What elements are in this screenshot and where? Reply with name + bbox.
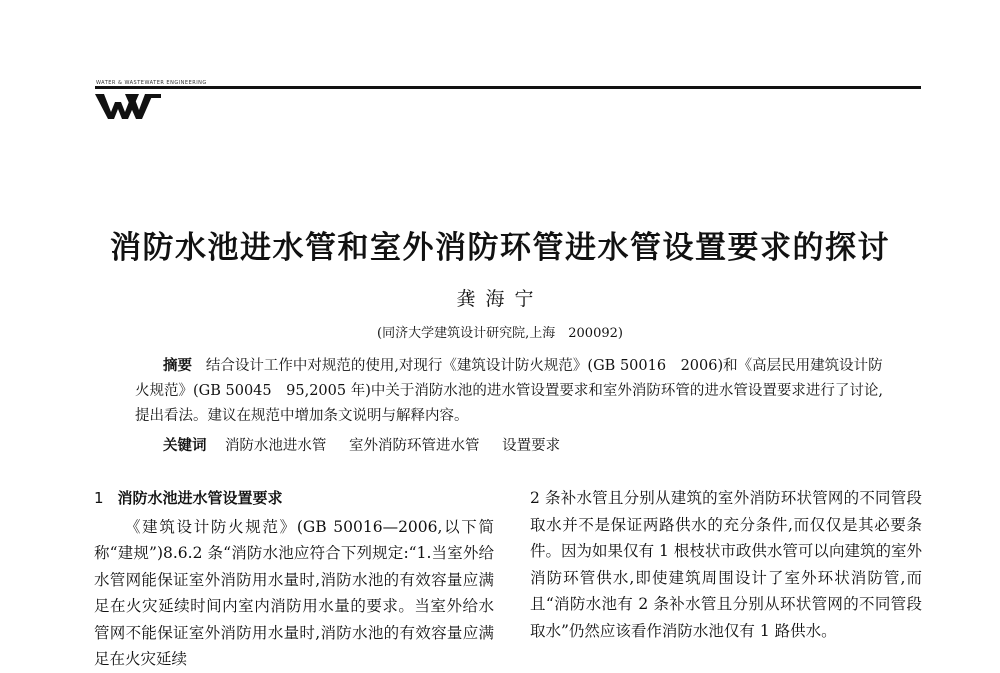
body-paragraph: 《建筑设计防火规范》(GB 50016—2006,以下简称“建规”)8.6.2 条“消防水池应符合下列规定:“1.当室外给水管网能保证室外消防用水量时,消防水池的有效容量应满足在火灾延续时间内室内消防用水量的要求。当室外给水管网不能保证室外消防用水量时,消防水池的有效容量应满足在火灾延续	[94, 517, 494, 668]
journal-strip: WATER & WASTEWATER ENGINEERING	[96, 80, 207, 86]
section-title: 消防水池进水管设置要求	[117, 489, 283, 507]
abstract	[135, 354, 893, 429]
section-number: 1	[94, 489, 104, 507]
abstract-text: 结合设计工作中对规范的使用,对现行《建筑设计防火规范》(GB 50016 2006)和《高层民用建筑设计防火规范》(GB 50045 95,2005 年)中关于消防水池的进水管设置要求和室外消防环管的进水管设置要求进行了讨论,提出看法。建议在规范中增加条文说明与解释内容。	[135, 358, 883, 424]
keywords-label: 关键词	[163, 438, 207, 454]
keyword-item: 设置要求	[502, 438, 561, 454]
keyword-item: 消防水池进水管	[224, 438, 327, 454]
right-column	[530, 485, 922, 644]
header-rule	[95, 86, 921, 89]
abstract-label: 摘要	[163, 358, 192, 374]
journal-logo-icon	[95, 92, 161, 120]
body-paragraph: 2 条补水管且分别从建筑的室外消防环状管网的不同管段取水并不是保证两路供水的充分条件,而仅仅是其必要条件。因为如果仅有 1 根枝状市政供水管可以向建筑的室外消防环管供水,即使建筑周围设计了室外环状消防管,而且“消防水池有 2 条补水管且分别从环状管网的不同管段取水”仍然应该看作消防水池仅有 1 路供水。	[530, 489, 922, 640]
affiliation: (同济大学建筑设计研究院,上海 200092)	[377, 326, 623, 341]
section-heading	[94, 485, 494, 512]
author-name: 龚海宁	[456, 288, 544, 310]
left-column	[94, 485, 494, 673]
keyword-item: 室外消防环管进水管	[349, 438, 480, 454]
keywords	[163, 434, 578, 455]
paper-title: 消防水池进水管和室外消防环管进水管设置要求的探讨	[110, 230, 890, 266]
